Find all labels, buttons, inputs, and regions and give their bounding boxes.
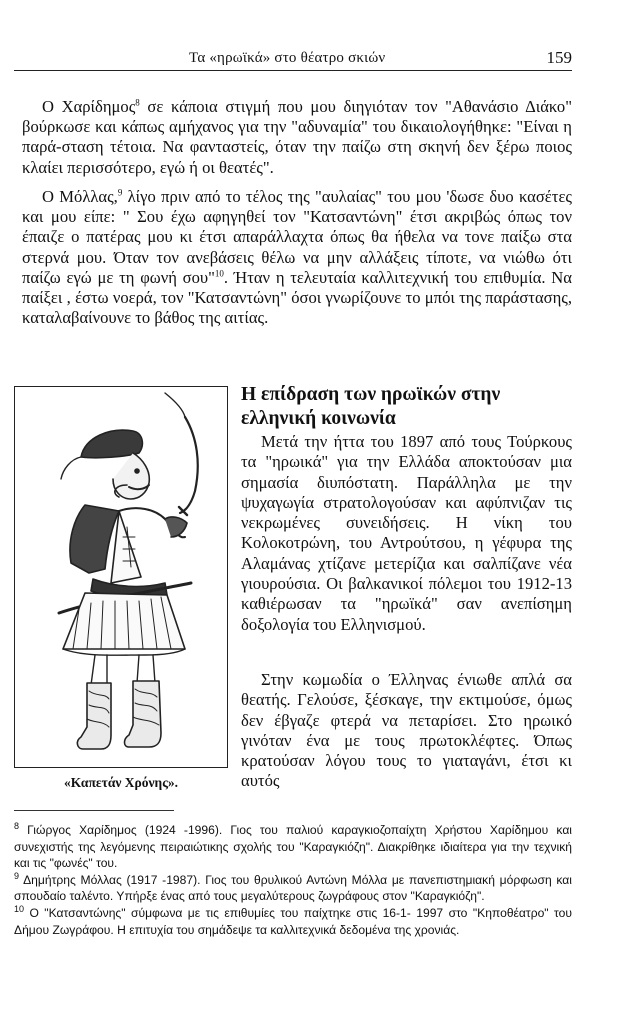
paragraph-text: σε κάποια στιγμή που μου διηγιόταν τον "Αθανάσιο Διάκο" βούρκωσε και κάπως αμήχανος για την "αδυναμία" του δικαιολογήθηκε: "Είναι η παρά-σταση τέτοια. Να φανταστείς, όταν την παίζω στη σκηνή δεν ξέρω ποιος κλαίει περισσότερο, εγώ ή οι θεατές". (22, 97, 572, 177)
section-heading: Η επίδραση των ηρωϊκών στην ελληνική κοινωνία (241, 384, 501, 429)
footnote-10 (14, 905, 572, 938)
paragraph-text: λίγο πριν από το τέλος της "αυλαίας" του μου 'δωσε δυο κασέτες και μου είπε: " Σου έχω αφηγηθεί τον "Κατσαντώνη" έτσι ακριβώς όπως τον έπαιζε ο πατέρας μου κι έτσι απαράλλαχτα όπως θα ήθελα να τονε παίξω στα στερνά μου. Όταν τον ανεβάσεις θέλω να μην αλλάξεις τίποτε, να νιώθω ότι παίζω εγώ με τη φωνή σου" (22, 187, 572, 287)
footnote-text: Δημήτρης Μόλλας (1917 -1987). Γιος του θρυλικού Αντώνη Μόλλα με πανεπιστημιακή μόρφωση και σπουδαίο ταλέντο. Υπήρξε ένας από τους μεγαλύτερους ζωγράφους στον "Καραγκιόζη". (14, 872, 572, 904)
footnote-text: Ο "Κατσαντώνης" σύμφωνα με τις επιθυμίες του παίχτηκε στις 16-1- 1997 στο "Κηποθέατρο" του Δήμου Ζωγράφου. Η επιτυχία του σημάδεψε τα καλλιτεχνικά δεδομένα της χρονιάς. (14, 905, 572, 937)
footnotes (14, 822, 572, 938)
section-paragraph-1 (241, 432, 572, 635)
paragraph-charidimos (22, 97, 572, 178)
footnote-ref-8: 8 (135, 97, 140, 108)
footnote-rule (14, 810, 174, 811)
figure-kapetan-chronis (14, 386, 228, 768)
page-number: 159 (546, 48, 572, 67)
running-title: Τα «ηρωϊκά» στο θέατρο σκιών (189, 50, 386, 66)
footnote-number: 9 (14, 870, 20, 881)
shadow-puppet-illustration (15, 387, 228, 768)
footnote-8 (14, 822, 572, 872)
footnote-number: 8 (14, 820, 20, 831)
section-paragraph-2 (241, 670, 572, 792)
figure-caption: «Καπετάν Χρόνης». (63, 775, 179, 790)
running-header (14, 48, 572, 70)
footnote-number: 10 (14, 903, 25, 914)
footnote-ref-9: 9 (117, 187, 123, 198)
footnote-9 (14, 872, 572, 905)
paragraph-text: Ο Χαρίδημος (42, 97, 136, 116)
header-rule (14, 70, 572, 71)
paragraph-text: Μετά την ήττα του 1897 από τους Τούρκους τα "ηρωικά" για την Ελλάδα αποκτούσαν μια σημασία διυπόστατη. Παράλληλα με την ψυχαγωγία στρατολογούσαν και αφύπνιζαν τις νεκρωμένες συνειδήσεις. Η νίκη του Κολοκοτρώνη, του Αντρούτσου, η γέφυρα της Αλαμάνας χτίζανε μετερίζια και σαλπίζανε νέα γιουρούσια. Οι βαλκανικοί πόλεμοι του 1912-13 καθιέρωσαν τα "ηρωϊκά" σαν ανεπίσημη δοξολογία του Ελληνισμού. (241, 432, 572, 634)
paragraph-text: Ο Μόλλας, (42, 187, 118, 206)
paragraph-text: . Ήταν η τελευταία καλλιτεχνική του επιθυμία. Να παίξει , έστω νοερά, τον "Κατσαντώνη" όσοι γνωρίζουνε το μπόι της παράστασης, καταλαβαίνουνε το βάθος της αιτίας. (22, 267, 572, 328)
footnote-text: Γιώργος Χαρίδημος (1924 -1996). Γιος του παλιού καραγκιοζοπαίχτη Χρήστου Χαρίδημου και συνεχιστής της λεγόμενης πειραιώτικης σχολής του "Καραγκιόζη". Διακρίθηκε ιδιαίτερα για την τεχνική και τις "φωνές" του. (14, 823, 572, 871)
footnote-ref-10: 10 (214, 268, 224, 279)
paragraph-mollas (22, 187, 572, 328)
paragraph-text: Στην κωμωδία ο Έλληνας ένιωθε απλά σα θεατής. Γελούσε, ξέσκαγε, την εκτιμούσε, όμως δεν έβγαζε φτερά να πεταρίσει. Στο ηρωικό γινόταν ένα με τους πρωτοκλέφτες. Όπως κρατούσαν λόγου τους το γιαταγάνι, έτσι κι αυτός (241, 670, 572, 791)
